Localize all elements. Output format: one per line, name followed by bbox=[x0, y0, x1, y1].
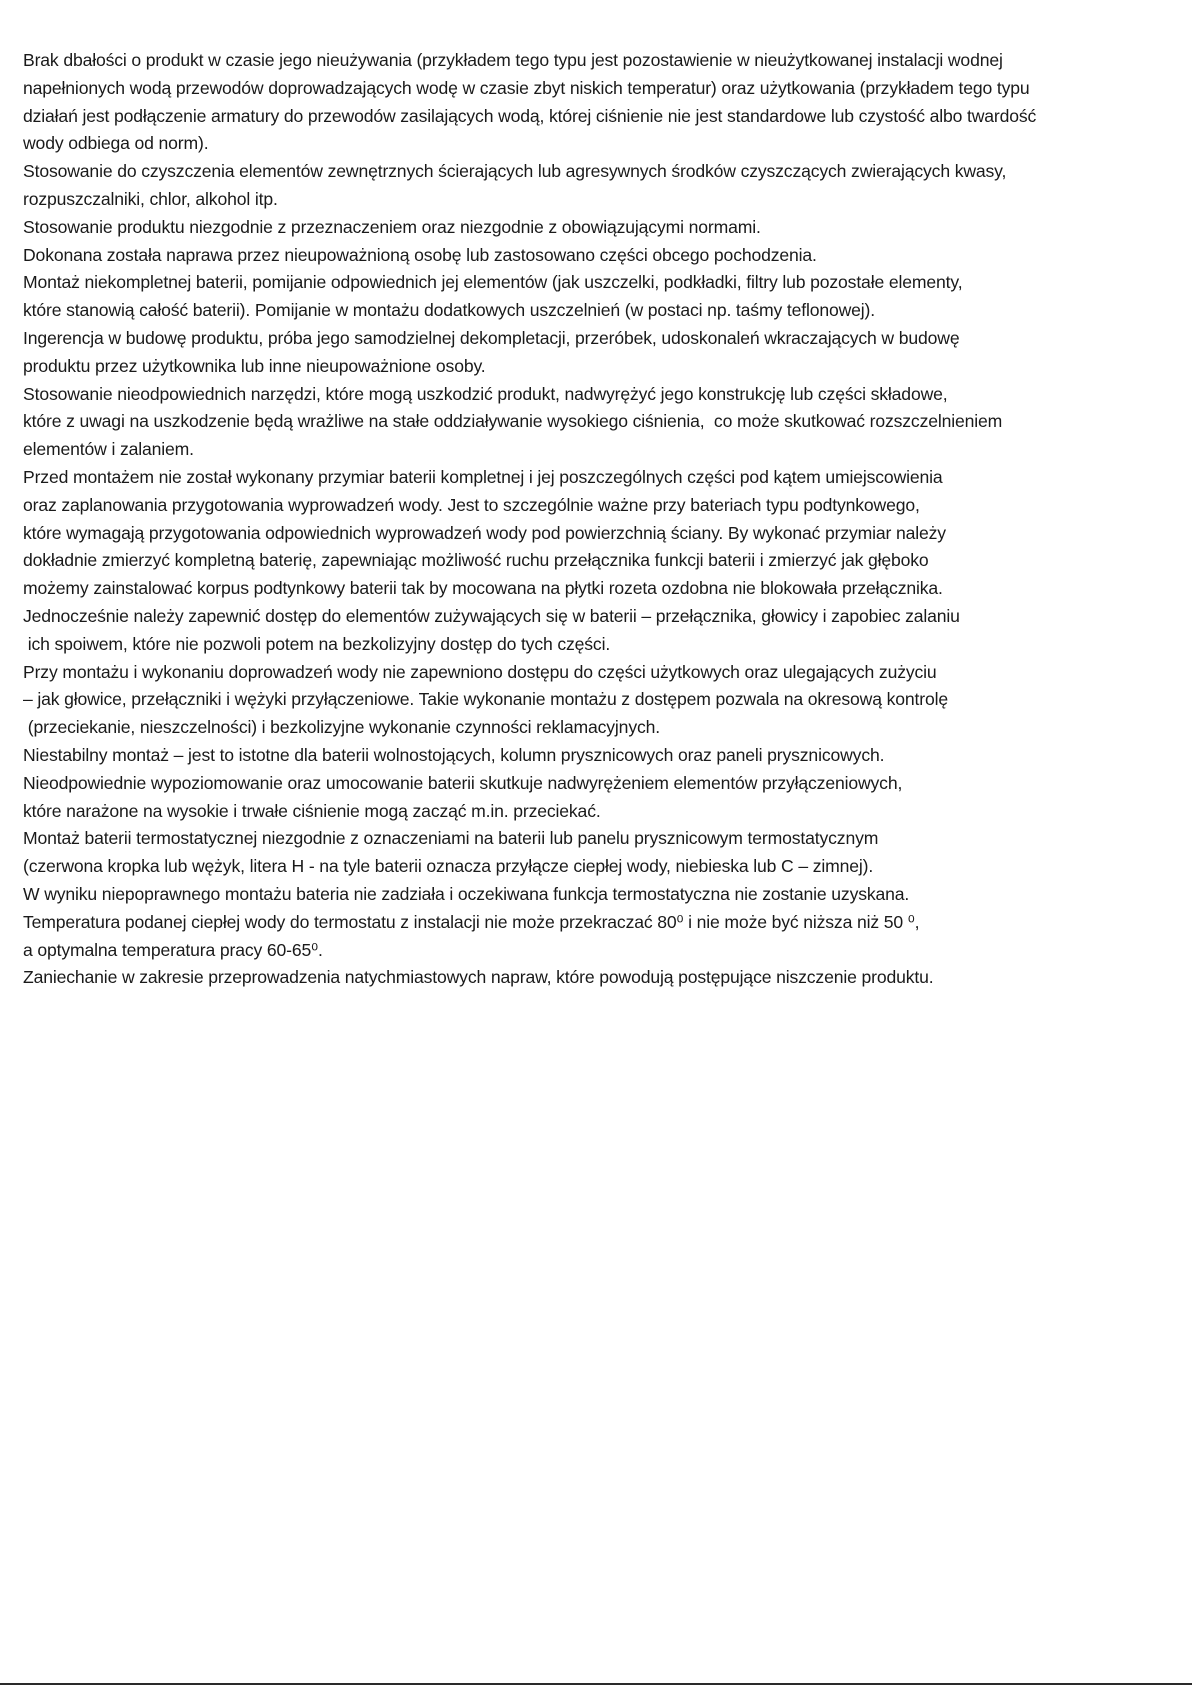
text-line: oraz zaplanowania przygotowania wyprowadzeń wody. Jest to szczególnie ważne przy bateriach typu podtynkowego, bbox=[23, 494, 920, 515]
text-line: ich spoiwem, które nie pozwoli potem na bezkolizyjny dostęp do tych części. bbox=[23, 633, 611, 654]
text-line: które wymagają przygotowania odpowiednich wyprowadzeń wody pod powierzchnią ściany. By wykonać przymiar należy bbox=[23, 522, 946, 543]
text-line: Temperatura podanej ciepłej wody do termostatu z instalacji nie może przekraczać 80⁰ i nie może być niższa niż 50 ⁰, bbox=[23, 911, 920, 932]
text-line: Stosowanie nieodpowiednich narzędzi, które mogą uszkodzić produkt, nadwyrężyć jego konstrukcję lub części składowe, bbox=[23, 383, 948, 404]
text-line: działań jest podłączenie armatury do przewodów zasilających wodą, której ciśnienie nie jest standardowe lub czystość albo twardość bbox=[23, 105, 1037, 126]
text-line: które narażone na wysokie i trwałe ciśnienie mogą zacząć m.in. przeciekać. bbox=[23, 800, 601, 821]
text-line: W wyniku niepoprawnego montażu bateria nie zadziała i oczekiwana funkcja termostatyczna nie zostanie uzyskana. bbox=[23, 883, 910, 904]
text-line: napełnionych wodą przewodów doprowadzających wodę w czasie zbyt niskich temperatur) oraz użytkowania (przykładem tego typu bbox=[23, 77, 1030, 98]
text-line: Brak dbałości o produkt w czasie jego nieużywania (przykładem tego typu jest pozostawienie w nieużytkowanej instalacji wodnej bbox=[23, 50, 1003, 70]
text-line: Niestabilny montaż – jest to istotne dla baterii wolnostojących, kolumn prysznicowych oraz paneli prysznicowych. bbox=[23, 744, 885, 765]
text-line: (czerwona kropka lub wężyk, litera H - na tyle baterii oznacza przyłącze ciepłej wody, niebieska lub C – zimnej). bbox=[23, 856, 874, 877]
text-line: Stosowanie do czyszczenia elementów zewnętrznych ścierających lub agresywnych środków czyszczących zwierających kwasy, bbox=[23, 161, 1007, 182]
text-line: Jednocześnie należy zapewnić dostęp do elementów zużywających się w baterii – przełącznika, głowicy i zapobiec zalaniu bbox=[23, 605, 960, 626]
text-line: Stosowanie produktu niezgodnie z przeznaczeniem oraz niezgodnie z obowiązującymi normami. bbox=[23, 216, 761, 237]
text-line: możemy zainstalować korpus podtynkowy baterii tak by mocowana na płytki rozeta ozdobna nie blokowała przełącznika. bbox=[23, 578, 943, 599]
text-line: dokładnie zmierzyć kompletną baterię, zapewniając możliwość ruchu przełącznika funkcji baterii i zmierzyć jak głęboko bbox=[23, 550, 929, 571]
text-line: produktu przez użytkownika lub inne nieupoważnione osoby. bbox=[23, 355, 486, 376]
text-line: Zaniechanie w zakresie przeprowadzenia natychmiastowych napraw, które powodują postępujące niszczenie produktu. bbox=[23, 967, 934, 988]
text-line: Ingerencja w budowę produktu, próba jego samodzielnej dekompletacji, przeróbek, udoskonaleń wkraczających w budowę bbox=[23, 327, 960, 348]
text-line: Nieodpowiednie wypoziomowanie oraz umocowanie baterii skutkuje nadwyrężeniem elementów przyłączeniowych, bbox=[23, 772, 903, 793]
text-line: Przed montażem nie został wykonany przymiar baterii kompletnej i jej poszczególnych części pod kątem umiejscowienia bbox=[23, 466, 943, 487]
text-line: wody odbiega od norm). bbox=[23, 133, 209, 154]
text-line: które z uwagi na uszkodzenie będą wrażliwe na stałe oddziaływanie wysokiego ciśnienia, co może skutkować rozszczelnieniem bbox=[23, 411, 1003, 432]
text-line: rozpuszczalniki, chlor, alkohol itp. bbox=[23, 188, 278, 209]
text-line: Przy montażu i wykonaniu doprowadzeń wody nie zapewniono dostępu do części użytkowych oraz ulegających zużyciu bbox=[23, 661, 937, 682]
text-line: Montaż baterii termostatycznej niezgodnie z oznaczeniami na baterii lub panelu prysznicowym termostatycznym bbox=[23, 828, 879, 849]
text-line: a optymalna temperatura pracy 60-65⁰. bbox=[23, 939, 323, 960]
text-line: które stanowią całość baterii). Pomijanie w montażu dodatkowych uszczelnień (w postaci np. taśmy teflonowej). bbox=[23, 300, 876, 321]
document-body bbox=[23, 47, 1183, 992]
text-line: Dokonana została naprawa przez nieupoważnioną osobę lub zastosowano części obcego pochodzenia. bbox=[23, 244, 817, 265]
text-line: – jak głowice, przełączniki i wężyki przyłączeniowe. Takie wykonanie montażu z dostępem pozwala na okresową kontrolę bbox=[23, 689, 948, 710]
text-line: elementów i zalaniem. bbox=[23, 439, 194, 460]
text-line: (przeciekanie, nieszczelności) i bezkolizyjne wykonanie czynności reklamacyjnych. bbox=[23, 717, 660, 738]
text-line: Montaż niekompletnej baterii, pomijanie odpowiednich jej elementów (jak uszczelki, podkładki, filtry lub pozostałe elementy, bbox=[23, 272, 963, 293]
